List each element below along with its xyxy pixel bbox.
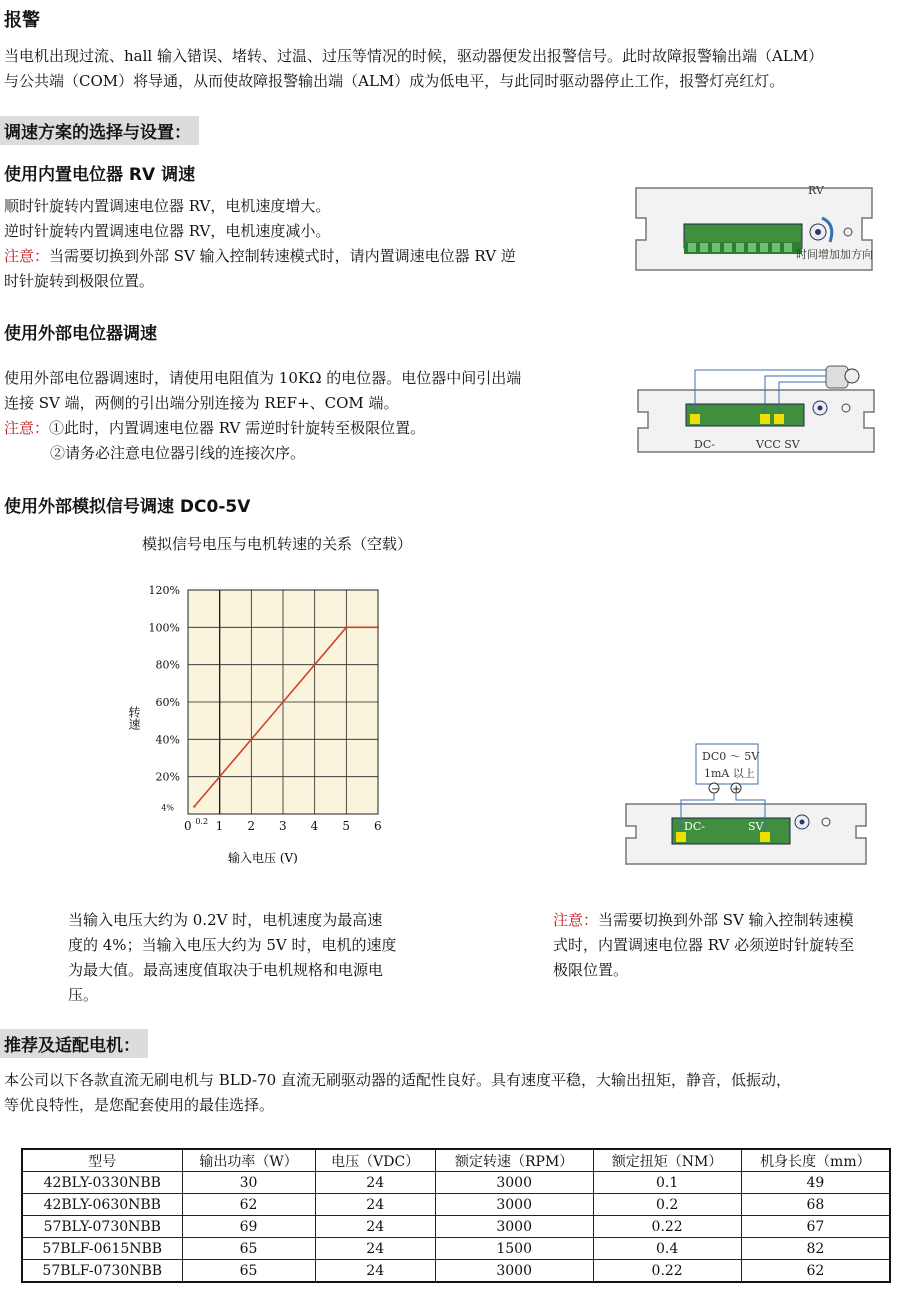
- alarm-paragraph: [4, 44, 823, 94]
- vcc-sv-label: VCC SV: [756, 438, 800, 451]
- cell-power: 69: [182, 1216, 315, 1238]
- cell-model: 42BLY-0330NBB: [22, 1172, 182, 1194]
- table-row: [22, 1260, 890, 1283]
- col-model: 型号: [22, 1149, 182, 1172]
- source-range-label: DC0 ～ 5V: [702, 750, 760, 763]
- col-power: 输出功率（W）: [182, 1149, 315, 1172]
- cell-model: 57BLY-0730NBB: [22, 1216, 182, 1238]
- x-tick-label: 2: [247, 819, 255, 833]
- y-tick-label: 80%: [155, 658, 180, 672]
- x-tick-label: 3: [279, 819, 287, 833]
- analog-desc-4: 压。: [68, 986, 99, 1004]
- minus-sign: −: [711, 784, 720, 795]
- alarm-title: 报警: [4, 10, 40, 31]
- col-torque: 额定扭矩（NM）: [593, 1149, 741, 1172]
- internal-note-1: [4, 244, 564, 269]
- data-point: [345, 626, 347, 628]
- col-voltage: 电压（VDC）: [315, 1149, 435, 1172]
- cell-torque: 0.1: [593, 1172, 741, 1194]
- cell-power: 65: [182, 1238, 315, 1260]
- cell-torque: 0.2: [593, 1194, 741, 1216]
- x-tick-label: 4: [310, 819, 319, 833]
- analog-note: [553, 908, 883, 983]
- internal-note-2: 时针旋转到极限位置。: [4, 272, 155, 290]
- source-current-label: 1mA 以上: [704, 767, 755, 780]
- col-length: 机身长度（mm）: [741, 1149, 890, 1172]
- analog-note-1: [553, 908, 883, 933]
- y-tick-label: 120%: [148, 584, 180, 597]
- cell-voltage: 24: [315, 1172, 435, 1194]
- external-note-1: [4, 416, 564, 441]
- cell-speed: 1500: [435, 1238, 593, 1260]
- analog-desc-3: 为最大值。最高速度值取决于电机规格和电源电: [68, 961, 384, 979]
- internal-pot-title: 使用内置电位器 RV 调速: [4, 165, 196, 185]
- internal-line-2: 逆时针旋转内置调速电位器 RV，电机速度减小。: [4, 222, 331, 240]
- y-tick-label: 20%: [155, 770, 180, 784]
- external-line-1: 使用外部电位器调速时，请使用电阻值为 10KΩ 的电位器。电位器中间引出端: [4, 369, 522, 387]
- x-tick-label: 0: [184, 819, 192, 833]
- cell-power: 30: [182, 1172, 315, 1194]
- analog-signal-figure: [622, 740, 872, 866]
- dc-minus-label: DC-: [694, 438, 715, 451]
- y-tick-label: 4%: [161, 803, 174, 813]
- analog-note-2: 式时，内置调速电位器 RV 必须逆时针旋转至: [553, 936, 855, 954]
- cell-voltage: 24: [315, 1238, 435, 1260]
- table-header-row: [22, 1149, 890, 1172]
- analog-note-text: 当需要切换到外部 SV 输入控制转速模: [598, 911, 854, 929]
- motors-title: 推荐及适配电机：: [0, 1029, 148, 1058]
- x-tick-label: 5: [342, 819, 350, 833]
- cell-torque: 0.4: [593, 1238, 741, 1260]
- analog-title: 使用外部模拟信号调速 DC0-5V: [4, 497, 251, 517]
- chart-ylabel: 转速: [127, 706, 141, 730]
- internal-pot-text: [4, 194, 564, 294]
- analog-note-3: 极限位置。: [553, 961, 629, 979]
- plus-sign: +: [732, 784, 741, 795]
- cell-model: 57BLF-0615NBB: [22, 1238, 182, 1260]
- internal-pot-figure: [630, 180, 880, 280]
- cell-speed: 3000: [435, 1216, 593, 1238]
- data-point: [193, 805, 195, 807]
- table-row: [22, 1194, 890, 1216]
- note-label: 注意：: [4, 247, 50, 265]
- cell-model: 57BLF-0730NBB: [22, 1260, 182, 1283]
- speed-section-title: 调速方案的选择与设置：: [0, 116, 199, 145]
- y-tick-label: 60%: [155, 696, 180, 709]
- motors-intro: [4, 1068, 791, 1118]
- alarm-line-1: 当电机出现过流、hall 输入错误、堵转、过温、过压等情况的时候，驱动器便发出报警信号。此时故障报警输出端（ALM）: [4, 47, 824, 65]
- y-tick-label: 100%: [148, 621, 180, 635]
- data-point: [377, 626, 379, 628]
- alarm-line-2: 与公共端（COM）将导通，从而使故障报警输出端（ALM）成为低电平，与此同时驱动器停止工作，报警灯亮红灯。: [4, 72, 785, 90]
- chart-caption: 模拟信号电压与电机转速的关系（空载）: [142, 535, 413, 553]
- cell-voltage: 24: [315, 1194, 435, 1216]
- external-pot-title: 使用外部电位器调速: [4, 324, 157, 344]
- motor-spec-table: [21, 1148, 891, 1283]
- table-row: [22, 1238, 890, 1260]
- table-row: [22, 1216, 890, 1238]
- note-label: 注意：: [4, 419, 50, 437]
- external-note-text: ①此时，内置调速电位器 RV 需逆时针旋转至极限位置。: [49, 419, 426, 437]
- x-tick-label: 1: [215, 819, 224, 833]
- cell-voltage: 24: [315, 1216, 435, 1238]
- chart-xlabel: 输入电压 (V): [228, 851, 298, 865]
- analog-desc-1: 当输入电压大约为 0.2V 时，电机速度为最高速: [68, 911, 383, 929]
- speed-voltage-chart: [118, 578, 393, 870]
- x-tick-label: 6: [374, 819, 382, 833]
- motors-intro-2: 等优良特性，是您配套使用的最佳选择。: [4, 1096, 275, 1114]
- analog-desc-2: 度的 4%；当输入电压大约为 5V 时，电机的速度: [68, 936, 397, 954]
- note-label: 注意：: [553, 911, 599, 929]
- motors-intro-1: 本公司以下各款直流无刷电机与 BLD-70 直流无刷驱动器的适配性良好。具有速度平稳，大输出扭矩，静音，低振动，: [4, 1071, 791, 1089]
- cell-power: 62: [182, 1194, 315, 1216]
- cell-speed: 3000: [435, 1172, 593, 1194]
- external-pot-figure: [630, 352, 885, 456]
- internal-note-text: 当需要切换到外部 SV 输入控制转速模式时，请内置调速电位器 RV 逆: [49, 247, 516, 265]
- cell-length: 68: [741, 1194, 890, 1216]
- sv-label: SV: [748, 820, 764, 833]
- cell-voltage: 24: [315, 1260, 435, 1283]
- col-speed: 额定转速（RPM）: [435, 1149, 593, 1172]
- x-tick-label: 0.2: [195, 817, 209, 826]
- table-row: [22, 1172, 890, 1194]
- cell-speed: 3000: [435, 1260, 593, 1283]
- cell-speed: 3000: [435, 1194, 593, 1216]
- cell-torque: 0.22: [593, 1216, 741, 1238]
- cell-length: 62: [741, 1260, 890, 1283]
- cell-length: 67: [741, 1216, 890, 1238]
- cell-length: 49: [741, 1172, 890, 1194]
- dc-minus-label: DC-: [684, 820, 705, 833]
- terminal-block: [686, 404, 804, 426]
- direction-label: 时间增加加方向: [796, 248, 873, 261]
- rv-label: RV: [808, 184, 824, 197]
- external-note-2: ②请务必注意电位器引线的连接次序。: [50, 444, 306, 462]
- cell-model: 42BLY-0630NBB: [22, 1194, 182, 1216]
- analog-description: [68, 908, 418, 1008]
- cell-power: 65: [182, 1260, 315, 1283]
- cell-length: 82: [741, 1238, 890, 1260]
- internal-line-1: 顺时针旋转内置调速电位器 RV，电机速度增大。: [4, 197, 331, 215]
- external-pot-text: [4, 366, 564, 466]
- y-tick-label: 40%: [155, 733, 180, 747]
- cell-torque: 0.22: [593, 1260, 741, 1283]
- external-line-2: 连接 SV 端，两侧的引出端分别连接为 REF+、COM 端。: [4, 394, 399, 412]
